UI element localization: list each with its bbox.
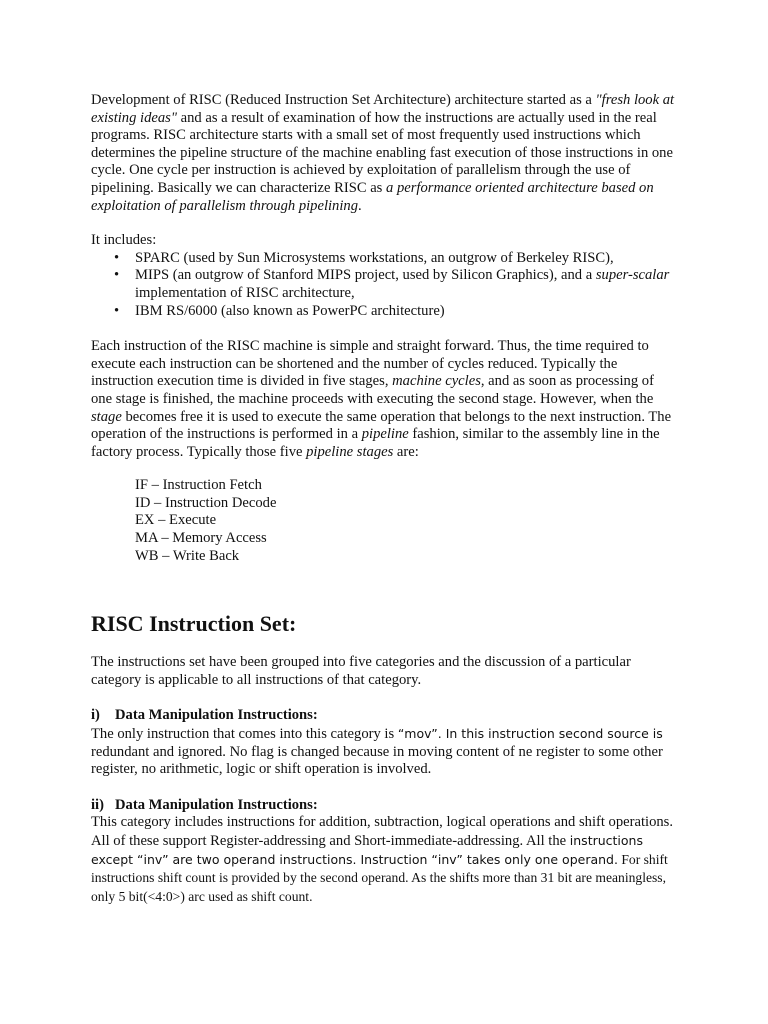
pipeline-text-2: , and as soon as processing of one stage is finished, the machine proceeds with executing the second stage. However, when the xyxy=(91,373,654,407)
stage-id: ID – Instruction Decode xyxy=(135,494,277,511)
categories-paragraph: The instructions set have been grouped into five categories and the discussion of a particular category is applicable to all instructions of that category. xyxy=(91,654,631,688)
intro-italic-characterization: a performance oriented architecture based on exploitation of parallelism through pipelining xyxy=(91,179,654,214)
includes-lead: It includes: xyxy=(91,232,157,249)
bullet-icon: • xyxy=(114,267,120,284)
category-heading-1 xyxy=(91,707,676,725)
category-number: i) xyxy=(91,707,100,724)
pipeline-italic-3: pipeline xyxy=(361,426,409,443)
category-text-alt-font: instructions except “inv” are two operand instructions. Instruction “inv” takes only one operand. xyxy=(91,833,643,867)
list-item-mips xyxy=(114,267,676,302)
category-1-paragraph xyxy=(91,725,676,779)
category-text: This category includes instructions for addition, subtraction, logical operations and shift operations. All of these support Register-addressing and Short-immediate-addressing. All the xyxy=(91,814,673,849)
pipeline-text-1: Each instruction of the RISC machine is simple and straight forward. Thus, the time required to execute each instruction can be shortened and the number of cycles reduced. Typically the instruction execution time is divided in five stages, xyxy=(91,338,649,390)
list-item-text: SPARC (used by Sun Microsystems workstations, an outgrow of Berkeley RISC), xyxy=(135,249,614,266)
category-text: redundant and ignored. No flag is changed because in moving content of ne register to some other register, no arithmetic, logic or shift operation is involved. xyxy=(91,743,663,778)
intro-text-2: and as a result of examination of how the instructions are actually used in the real programs. RISC architecture starts with a small set of most frequently used instructions which determines the pipeline structure of the machine enabling fast execution of those instructions in one cycle. One cycle per instruction is achieved by exploitation of parallelism through the use of pipelining. Basically we can characterize RISC as xyxy=(91,109,673,196)
pipeline-italic-1: machine cycles xyxy=(392,373,481,390)
category-title: Data Manipulation Instructions: xyxy=(115,796,318,813)
pipeline-italic-4: pipeline stages xyxy=(306,443,394,460)
pipeline-text-4: fashion, similar to the assembly line in the factory process. Typically those five xyxy=(91,426,660,460)
pipeline-paragraph xyxy=(91,338,676,461)
list-item-ibm xyxy=(114,302,676,321)
intro-text-1: Development of RISC (Reduced Instruction Set Architecture) architecture started as a xyxy=(91,92,596,108)
bullet-icon: • xyxy=(114,249,120,266)
category-title: Data Manipulation Instructions: xyxy=(115,707,318,724)
category-heading-2 xyxy=(91,797,676,815)
category-number: ii) xyxy=(91,796,104,813)
list-item-sparc xyxy=(114,249,676,268)
pipeline-text-5: are: xyxy=(393,443,419,460)
intro-paragraph xyxy=(91,92,676,215)
stage-ex: EX – Execute xyxy=(135,512,217,529)
bullet-icon: • xyxy=(114,302,120,319)
list-item-text: MIPS (an outgrow of Stanford MIPS project, used by Silicon Graphics), and a xyxy=(135,267,596,284)
category-text: The only instruction that comes into this category is xyxy=(91,726,398,743)
list-item-text: implementation of RISC architecture, xyxy=(135,284,355,301)
list-item-text: IBM RS/6000 (also known as PowerPC architecture) xyxy=(135,302,445,319)
category-2-paragraph xyxy=(91,814,676,906)
list-item-italic: super-scalar xyxy=(595,267,670,284)
document-body xyxy=(91,92,676,906)
intro-italic-quote: "fresh look at existing ideas" xyxy=(91,92,675,126)
intro-text-3: . xyxy=(358,197,362,214)
category-text-alt-font: “mov”. In this instruction second source is xyxy=(397,726,663,742)
pipeline-stages xyxy=(91,477,676,565)
category-text-small: For shift instructions shift count is provided by the second operand. As the shifts more than 31 bit are meaningless, only 5 bit(<4:0>) arc used as shift count. xyxy=(91,851,668,904)
stage-ma: MA – Memory Access xyxy=(135,530,267,547)
pipeline-text-3: becomes free it is used to execute the same operation that belongs to the next instruction. The operation of the instructions is performed in a xyxy=(91,408,672,443)
stage-wb: WB – Write Back xyxy=(135,547,240,564)
pipeline-italic-2: stage xyxy=(91,408,122,425)
stage-if: IF – Instruction Fetch xyxy=(135,477,262,494)
architecture-list xyxy=(91,250,676,320)
section-title: RISC Instruction Set: xyxy=(91,611,297,637)
